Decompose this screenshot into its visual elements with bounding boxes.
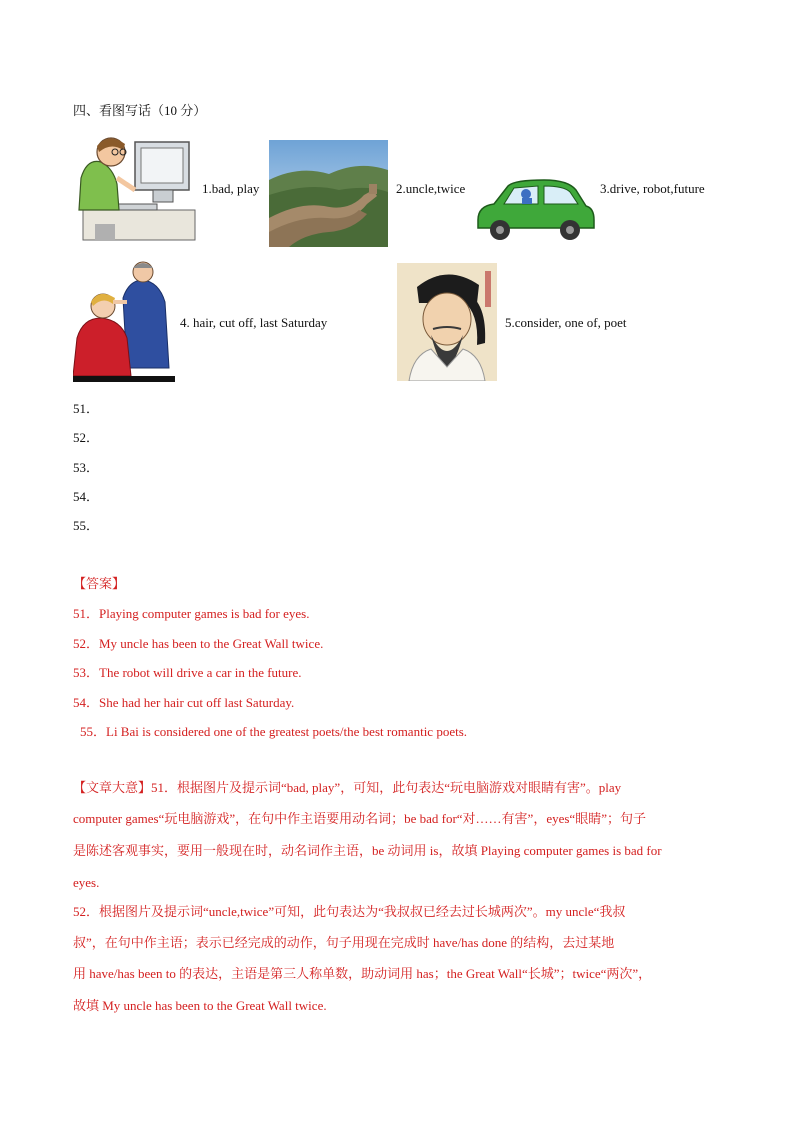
blank-54: 54． [73,489,100,504]
explanation-line-6: 叔”，在句中作主语；表示已经完成的动作，句子用现在完成时 have/has done 的结构，去过某地 [73,935,615,950]
answer-51: 51．Playing computer games is bad for eyes. [73,606,310,621]
great-wall-image [269,140,388,247]
section-title: 四、看图写话（10 分） [73,103,207,118]
computer-user-image [73,128,201,246]
explanation-line-7: 用 have/has been to 的表达，主语是第三人称单数，助动词用 has；the Great Wall“长城”；twice“两次”， [73,966,652,981]
li-bai-portrait-image [397,263,497,381]
blank-51: 51． [73,401,100,416]
blank-55: 55． [73,518,100,533]
blank-52: 52． [73,430,100,445]
answer-53: 53．The robot will drive a car in the future. [73,665,302,680]
prompt-1-label: 1.bad, play [202,181,260,196]
prompt-2-label: 2.uncle,twice [396,181,466,196]
answer-54: 54．She had her hair cut off last Saturday. [73,695,295,710]
explanation-line-5: 52．根据图片及提示词“uncle,twice”可知，此句表达为“我叔叔已经去过长城两次”。my uncle“我叔 [73,904,626,919]
answer-52: 52．My uncle has been to the Great Wall twice. [73,636,324,651]
prompt-3-label: 3.drive, robot,future [600,181,705,196]
robot-car-image [474,176,596,244]
blank-53: 53． [73,460,100,475]
explanation-line-2: computer games“玩电脑游戏”，在句中作主语要用动名词；be bad for“对……有害”，eyes“眼睛”；句子 [73,811,646,826]
explanation-line-1: 【文章大意】51．根据图片及提示词“bad, play”，可知，此句表达“玩电脑游戏对眼睛有害”。play [73,780,622,795]
answer-heading: 【答案】 [73,576,126,591]
answer-55: 55．Li Bai is considered one of the greatest poets/the best romantic poets. [80,724,468,739]
explanation-line-3: 是陈述客观事实，要用一般现在时，动名词作主语，be 动词用 is，故填 Playing computer games is bad for [73,843,662,858]
haircut-image [73,258,175,382]
prompt-4-label: 4. hair, cut off, last Saturday [180,315,328,330]
prompt-5-label: 5.consider, one of, poet [505,315,627,330]
explanation-line-4: eyes. [73,875,100,890]
explanation-line-8: 故填 My uncle has been to the Great Wall twice. [73,998,327,1013]
